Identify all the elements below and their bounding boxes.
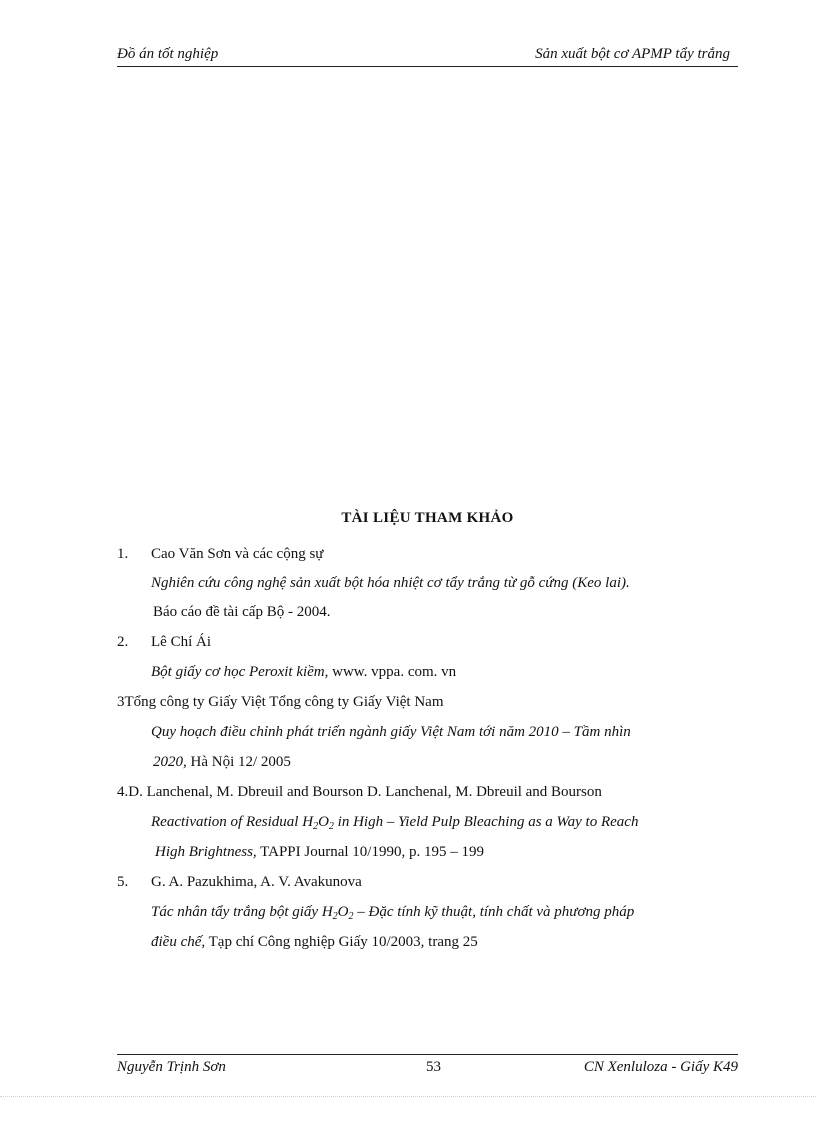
references-title: TÀI LIỆU THAM KHẢO <box>341 510 514 526</box>
ref-2-author: Lê Chí Ái <box>151 634 211 650</box>
ref-4-line-2 <box>155 844 484 861</box>
page-header <box>117 46 738 66</box>
ref-1-publication: Báo cáo đề tài cấp Bộ - 2004. <box>153 604 331 620</box>
ref-4-author: D. Lanchenal, M. Dbreuil and Bourson D. Lanchenal, M. Dbreuil and Bourson <box>128 784 602 800</box>
header-left: Đồ án tốt nghiệp <box>117 46 219 62</box>
ref-5-line-2 <box>151 934 478 951</box>
footer-rule <box>117 1054 738 1055</box>
page-bottom-divider <box>0 1096 816 1097</box>
ref-4-work-cont: High Brightness, <box>155 844 257 860</box>
ref-5-work: Tác nhân tẩy trắng bột giấy $H_2O_2$ – Đặc tính kỹ thuật, tính chất và phương pháp <box>151 904 635 922</box>
ref-1-work: Nghiên cứu công nghệ sản xuất bột hóa nhiệt cơ tẩy trắng từ gỗ cứng (Keo lai). <box>151 575 630 591</box>
footer-author: Nguyễn Trịnh Sơn <box>117 1059 226 1075</box>
ref-2-number: 2. <box>117 634 129 650</box>
ref-2-work: Bột giấy cơ học Peroxit kiềm, <box>151 664 329 680</box>
ref-3-number: 3 <box>117 694 125 710</box>
ref-1-author: Cao Văn Sơn và các cộng sự <box>151 546 324 562</box>
ref-2-line <box>151 664 456 681</box>
ref-5-work-cont: điều chế, <box>151 934 206 950</box>
ref-3-author: Tổng công ty Giấy Việt Tổng công ty Giấy Việt Nam <box>124 694 444 710</box>
ref-3-publication: Hà Nội 12/ 2005 <box>190 754 291 770</box>
footer-right: CN Xenluloza - Giấy K49 <box>583 1059 738 1075</box>
ref-3-line-2 <box>153 754 291 771</box>
ref-5-author: G. A. Pazukhima, A. V. Avakunova <box>151 874 362 890</box>
ref-2-publication: www. vppa. com. vn <box>332 664 457 680</box>
ref-3-work: Quy hoạch điều chỉnh phát triển ngành giấy Việt Nam tới năm 2010 – Tầm nhìn <box>151 724 631 740</box>
ref-5-number: 5. <box>117 874 129 890</box>
header-rule <box>117 66 738 67</box>
ref-3-line <box>117 694 443 711</box>
page-number: 53 <box>426 1059 441 1075</box>
ref-4-work: Reactivation of Residual $H_2O_2$ in High – Yield Pulp Bleaching as a Way to Reach <box>151 814 639 832</box>
ref-3-work-cont: 2020, <box>153 754 187 770</box>
ref-4-line <box>117 784 602 801</box>
page-footer <box>117 1059 738 1079</box>
ref-4-number: 4. <box>117 784 129 800</box>
ref-1-number: 1. <box>117 546 129 562</box>
header-right: Sản xuất bột cơ APMP tẩy trắng <box>535 46 730 62</box>
ref-4-publication: TAPPI Journal 10/1990, p. 195 – 199 <box>260 844 484 860</box>
ref-5-publication: Tạp chí Công nghiệp Giấy 10/2003, trang 25 <box>208 934 478 950</box>
